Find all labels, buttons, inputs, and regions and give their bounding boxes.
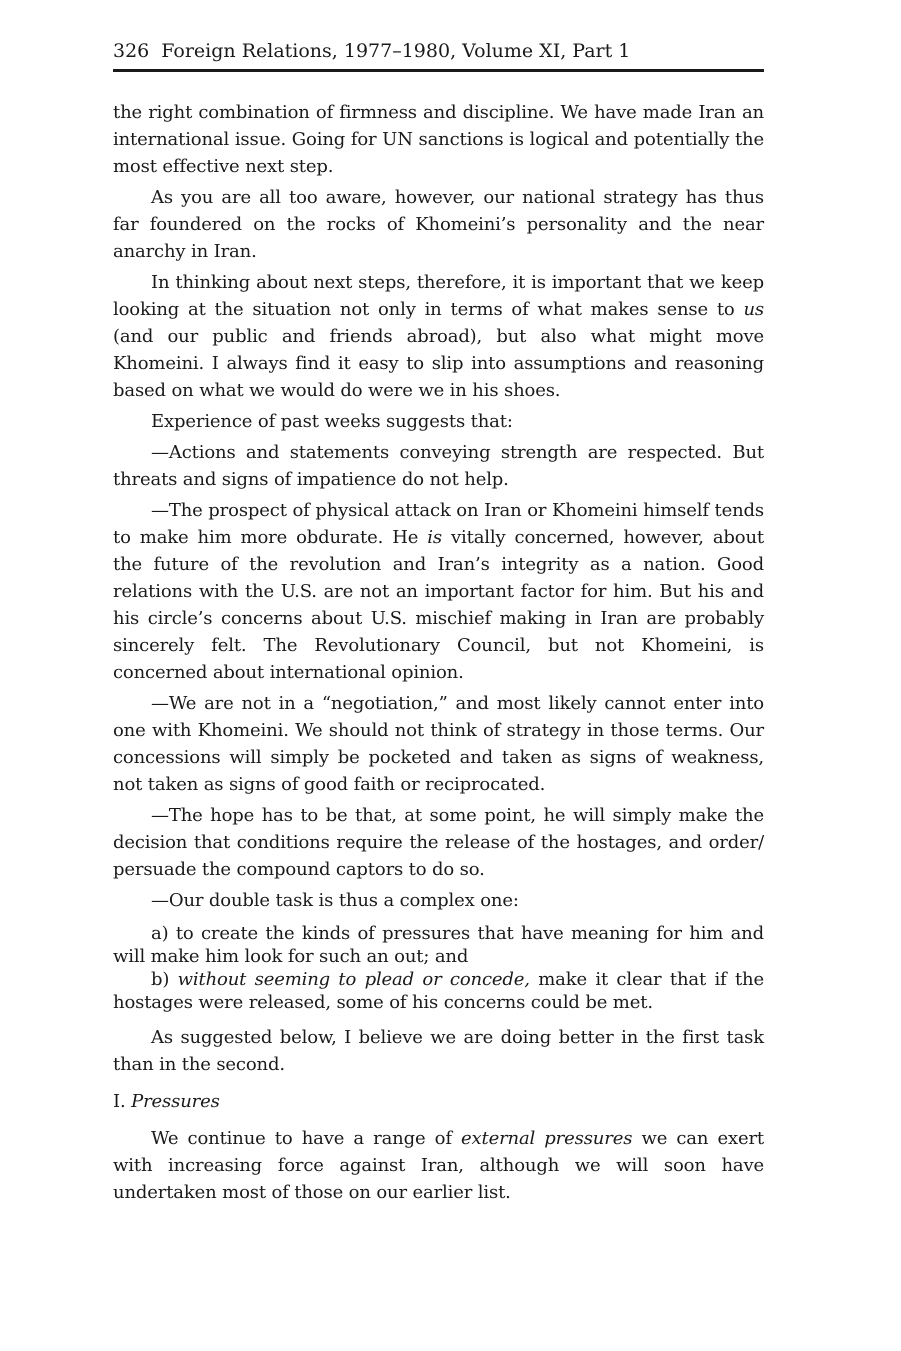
paragraph: —We are not in a “negotiation,” and most likely cannot enter into one with Khomeini. We should not think of strategy in those terms. Our concessions will simply be pocketed and taken as signs of weakness, not taken as signs of good faith or reciprocated. bbox=[113, 693, 764, 795]
paragraph: As you are all too aware, however, our national strategy has thus far foundered on the rocks of Khomeini’s personality and the near anarchy in Iran. bbox=[113, 187, 764, 262]
document-body bbox=[113, 99, 764, 1210]
paragraph: Experience of past weeks suggests that: bbox=[151, 411, 513, 432]
paragraph bbox=[113, 269, 764, 404]
task-list bbox=[113, 922, 764, 1014]
paragraph bbox=[113, 1125, 764, 1206]
emphasis: external pressures bbox=[460, 1128, 633, 1149]
list-item bbox=[113, 968, 764, 1014]
text-run: b) bbox=[151, 969, 178, 990]
text-run: (and our public and friends abroad), but also what might move Khomeini. I always find it easy to slip into assumptions and reasoning based on what we would do were we in his shoes. bbox=[113, 326, 764, 401]
text-run: we can exert with increasing force against Iran, although we will soon have undertaken most of those on our earlier list. bbox=[113, 1128, 764, 1203]
paragraph: —The hope has to be that, at some point, he will simply make the decision that conditions require the release of the hostages, and order/ persuade the compound captors to do so. bbox=[113, 805, 764, 880]
emphasis: us bbox=[743, 299, 764, 320]
running-title: Foreign Relations, 1977–1980, Volume XI, Part 1 bbox=[161, 40, 631, 62]
running-header bbox=[113, 38, 764, 64]
emphasis: without seeming to plead or concede, bbox=[177, 969, 530, 990]
text-run: vitally concerned, however, about the future of the revolution and Iran’s integrity as a nation. Good relations with the U.S. are not an important factor for him. But his and his circle’s concerns about U.S. mischief making in Iran are probably sincerely felt. The Revolutionary Council, but not Khomeini, is concerned about international opinion. bbox=[113, 527, 765, 683]
paragraph: —Actions and statements conveying strength are respected. But threats and signs of impatience do not help. bbox=[113, 442, 764, 490]
text-run: In thinking about next steps, therefore, it is important that we keep looking at the situation not only in terms of what makes sense to bbox=[113, 272, 764, 320]
list-item: a) to create the kinds of pressures that have meaning for him and will make him look for such an out; and bbox=[113, 923, 764, 967]
section-heading bbox=[113, 1088, 764, 1115]
emphasis: is bbox=[427, 527, 442, 548]
paragraph: —Our double task is thus a complex one: bbox=[151, 890, 519, 911]
text-run: —The prospect of physical attack on Iran or Khomeini himself tends to make him more obdurate. He bbox=[113, 500, 764, 548]
section-number: I. bbox=[113, 1091, 132, 1112]
paragraph-continued: the right combination of firmness and discipline. We have made Iran an international issue. Going for UN sanctions is logical and potentially the most effective next step. bbox=[113, 102, 764, 177]
text-run: make it clear that if the hostages were released, some of his concerns could be met. bbox=[113, 969, 764, 1013]
paragraph: As suggested below, I believe we are doing better in the first task than in the second. bbox=[113, 1027, 764, 1075]
header-rule bbox=[113, 69, 764, 72]
section-title: Pressures bbox=[131, 1091, 220, 1112]
text-run: We continue to have a range of bbox=[151, 1128, 461, 1149]
page-number: 326 bbox=[113, 40, 150, 62]
paragraph bbox=[113, 497, 764, 686]
